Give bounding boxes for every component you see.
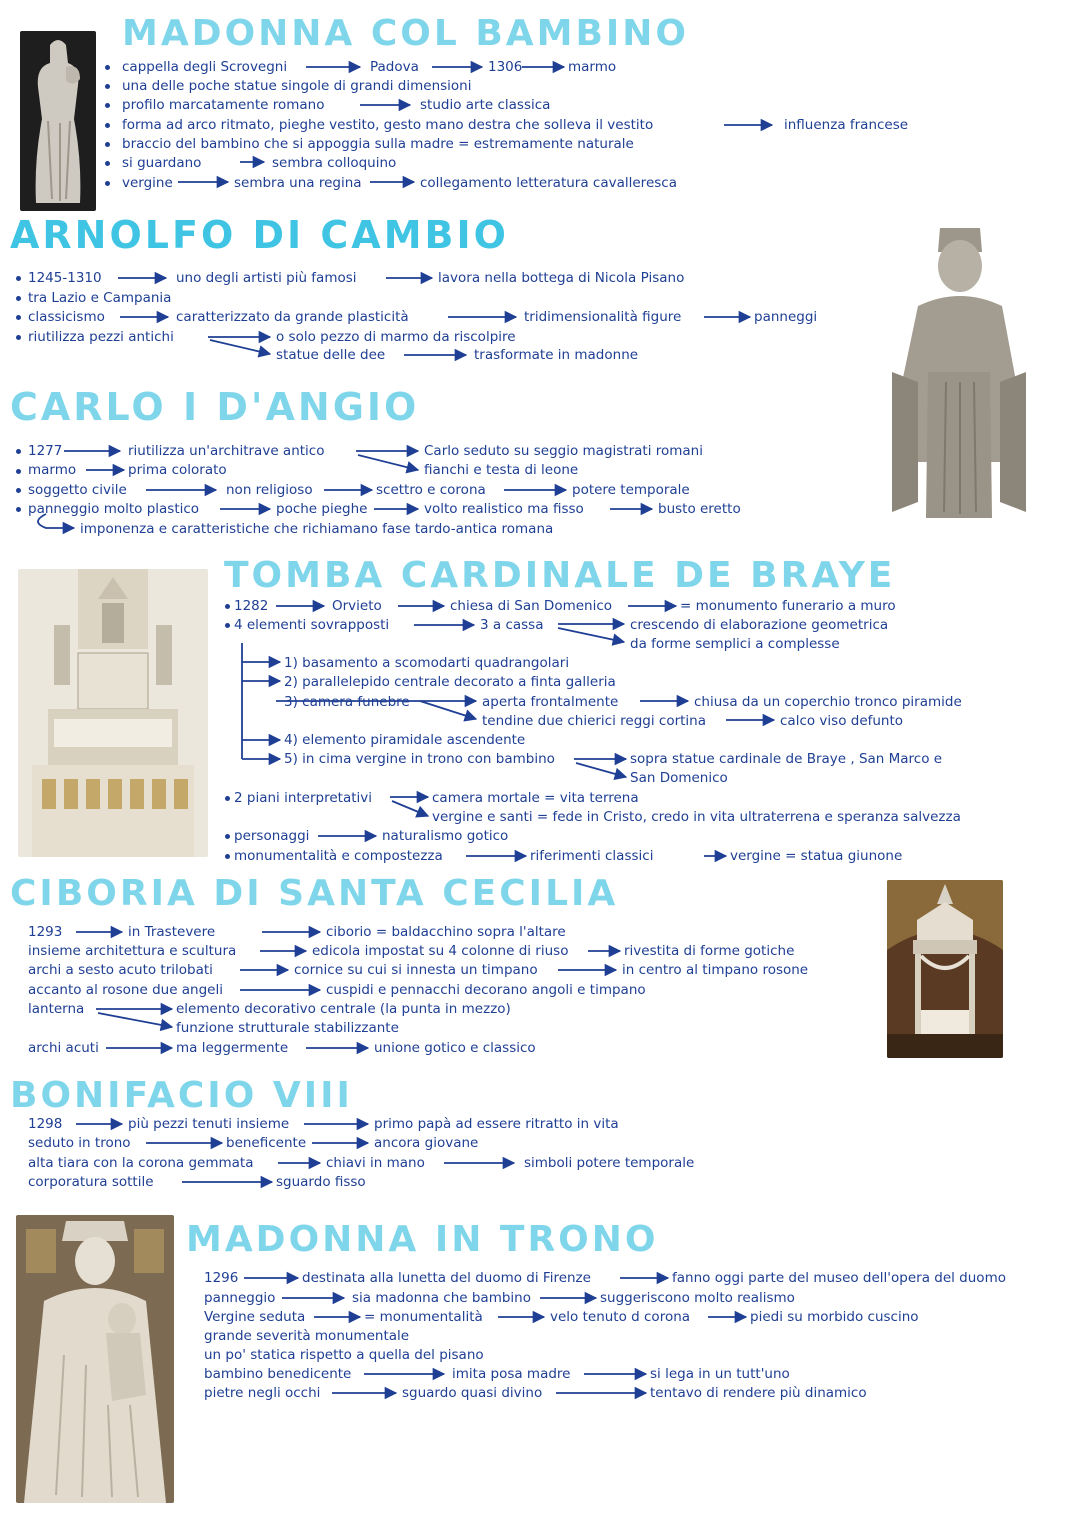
note-text: panneggio molto plastico [28,501,200,517]
note-text: archi acuti [28,1040,99,1056]
note-text: 4 elementi sovrapposti [234,617,390,633]
note-text: = monumentalità [364,1309,483,1325]
note-text: tra Lazio e Campania [28,290,172,306]
note-text: elemento decorativo centrale (la punta in mezzo) [176,1001,511,1017]
note-text: destinata alla lunetta del duomo di Firenze [302,1270,591,1286]
note-text: chiusa da un coperchio tronco piramide [694,694,962,710]
note-text: Vergine seduta [204,1309,306,1325]
note-text: 1296 [204,1270,239,1286]
bullet-dot [225,854,230,859]
note-text: marmo [28,462,77,478]
note-text: 1306 [488,59,523,75]
title-madonna-col-bambino: MADONNA COL BAMBINO [122,13,690,54]
note-text: caratterizzato da grande plasticità [176,309,409,325]
note-text: non religioso [226,482,313,498]
note-text: 1245-1310 [28,270,102,286]
note-text: 1) basamento a scomodarti quadrangolari [284,655,570,671]
note-text: naturalismo gotico [382,828,509,844]
note-text: 1293 [28,924,63,940]
bullet-dot [105,142,110,147]
note-text: vergine e santi = fede in Cristo, credo in vita ultraterrena e speranza salvezza [432,809,961,825]
note-text: cornice su cui si innesta un timpano [294,962,538,978]
bullet-dot [16,276,21,281]
note-text: 1282 [234,598,269,614]
bullet-dot [225,796,230,801]
note-text: beneficente [226,1135,307,1151]
note-text: personaggi [234,828,310,844]
bullet-dot [16,296,21,301]
note-text: suggeriscono molto realismo [600,1290,795,1306]
bullet-dot [105,65,110,70]
note-text: San Domenico [630,770,728,786]
note-text: chiesa di San Domenico [450,598,613,614]
bullet-dot [16,315,21,320]
note-text: da forme semplici a complesse [630,636,840,652]
note-text: panneggi [754,309,818,325]
note-text: Padova [370,59,419,75]
note-text: cappella degli Scrovegni [122,59,288,75]
note-text: prima colorato [128,462,227,478]
note-text: un po' statica rispetto a quella del pisano [204,1347,484,1363]
note-text: lavora nella bottega di Nicola Pisano [438,270,685,286]
note-text: funzione strutturale stabilizzante [176,1020,399,1036]
note-text: piedi su morbido cuscino [750,1309,919,1325]
note-text: edicola impostat su 4 colonne di riuso [312,943,569,959]
bullet-dot [16,507,21,512]
note-text: calco viso defunto [780,713,904,729]
note-text: panneggio [204,1290,276,1306]
note-text: braccio del bambino che si appoggia sulla madre = estremamente naturale [122,136,634,152]
note-text: simboli potere temporale [524,1155,695,1171]
note-text: lanterna [28,1001,85,1017]
note-text: ciborio = baldacchino sopra l'altare [326,924,566,940]
bullet-dot [225,623,230,628]
note-text: unione gotico e classico [374,1040,536,1056]
bullet-dot [16,469,21,474]
note-text: velo tenuto d corona [550,1309,691,1325]
note-text: scettro e corona [376,482,486,498]
note-text: in centro al timpano rosone [622,962,809,978]
note-text: sembra una regina [234,175,362,191]
bullet-dot [16,488,21,493]
note-text: 1277 [28,443,63,459]
note-text: monumentalità e compostezza [234,848,443,864]
note-text: riferimenti classici [530,848,654,864]
note-text: trasformate in madonne [474,347,639,363]
note-text: camera mortale = vita terrena [432,790,639,806]
note-text: una delle poche statue singole di grandi dimensioni [122,78,472,94]
note-text: alta tiara con la corona gemmata [28,1155,254,1171]
title-carlo-d-angio: CARLO I D'ANGIO [10,385,420,429]
note-text: fanno oggi parte del museo dell'opera del duomo [672,1270,1006,1286]
note-text: 2 piani interpretativi [234,790,373,806]
note-text: o solo pezzo di marmo da riscolpire [276,329,516,345]
bullet-dot [16,449,21,454]
note-text: collegamento letteratura cavalleresca [420,175,677,191]
title-bonifacio-viii: BONIFACIO VIII [10,1075,353,1116]
bullet-dot [105,84,110,89]
note-text: riutilizza pezzi antichi [28,329,174,345]
note-text: ancora giovane [374,1135,479,1151]
note-text: bambino benedicente [204,1366,352,1382]
bullet-dot [225,604,230,609]
note-text: influenza francese [784,117,909,133]
note-text: busto eretto [658,501,741,517]
note-text: vergine [122,175,173,191]
note-text: sopra statue cardinale de Braye , San Marco e [630,751,943,767]
note-text: sia madonna che bambino [352,1290,531,1306]
note-text: 4) elemento piramidale ascendente [284,732,526,748]
note-text: 3 a cassa [480,617,544,633]
note-text: insieme architettura e scultura [28,943,237,959]
bullet-dot [225,834,230,839]
note-text: imponenza e caratteristiche che richiamano fase tardo-antica romana [80,521,554,537]
bullet-dot [105,103,110,108]
note-text: = monumento funerario a muro [680,598,896,614]
note-text: imita posa madre [452,1366,571,1382]
note-text: statue delle dee [276,347,386,363]
note-text: profilo marcatamente romano [122,97,325,113]
note-text: rivestita di forme gotiche [624,943,795,959]
note-text: cuspidi e pennacchi decorano angoli e timpano [326,982,646,998]
bullet-dot [16,335,21,340]
note-text: tridimensionalità figure [524,309,682,325]
note-text: vergine = statua giunone [730,848,903,864]
note-text: sguardo quasi divino [402,1385,543,1401]
note-text: pietre negli occhi [204,1385,321,1401]
note-text: poche pieghe [276,501,368,517]
note-text: potere temporale [572,482,690,498]
carlo-d-angio-photo [888,222,1030,526]
note-text: uno degli artisti più famosi [176,270,357,286]
note-text: Carlo seduto su seggio magistrati romani [424,443,703,459]
tomba-de-braye-photo [18,569,208,857]
note-text: studio arte classica [420,97,551,113]
note-text: crescendo di elaborazione geometrica [630,617,889,633]
note-text: forma ad arco ritmato, pieghe vestito, gesto mano destra che solleva il vestito [122,117,654,133]
note-text: chiavi in mano [326,1155,425,1171]
note-text: 5) in cima vergine in trono con bambino [284,751,555,767]
note-text: 1298 [28,1116,63,1132]
note-text: archi a sesto acuto trilobati [28,962,213,978]
note-text: sguardo fisso [276,1174,366,1190]
bullet-dot [105,123,110,128]
madonna-col-bambino-photo [20,31,96,211]
note-text: tentavo di rendere più dinamico [650,1385,867,1401]
note-text: corporatura sottile [28,1174,154,1190]
madonna-in-trono-photo [16,1215,174,1503]
title-arnolfo-di-cambio: ARNOLFO DI CAMBIO [10,213,509,257]
note-text: riutilizza un'architrave antico [128,443,325,459]
note-text: accanto al rosone due angeli [28,982,223,998]
note-text: sembra colloquino [272,155,397,171]
title-tomba-cardinale-de-braye: TOMBA CARDINALE DE BRAYE [224,555,896,596]
note-text: tendine due chierici reggi cortina [482,713,706,729]
note-text: si guardano [122,155,202,171]
note-text: 2) parallelepido centrale decorato a finta galleria [284,674,616,690]
note-text: aperta frontalmente [482,694,619,710]
note-text: in Trastevere [128,924,216,940]
title-madonna-in-trono: MADONNA IN TRONO [186,1219,659,1260]
note-text: primo papà ad essere ritratto in vita [374,1116,619,1132]
note-text: fianchi e testa di leone [424,462,579,478]
note-text: marmo [568,59,617,75]
note-text: 3) camera funebre [284,694,410,710]
note-text: grande severità monumentale [204,1328,410,1344]
note-text: volto realistico ma fisso [424,501,584,517]
note-text: Orvieto [332,598,382,614]
note-text: più pezzi tenuti insieme [128,1116,290,1132]
note-text: ma leggermente [176,1040,289,1056]
title-ciboria-santa-cecilia: CIBORIA DI SANTA CECILIA [10,873,619,914]
bullet-dot [105,161,110,166]
note-text: si lega in un tutt'uno [650,1366,790,1382]
bullet-dot [105,181,110,186]
ciborio-santa-cecilia-photo [887,880,1003,1058]
note-text: seduto in trono [28,1135,131,1151]
note-text: classicismo [28,309,105,325]
note-text: soggetto civile [28,482,127,498]
